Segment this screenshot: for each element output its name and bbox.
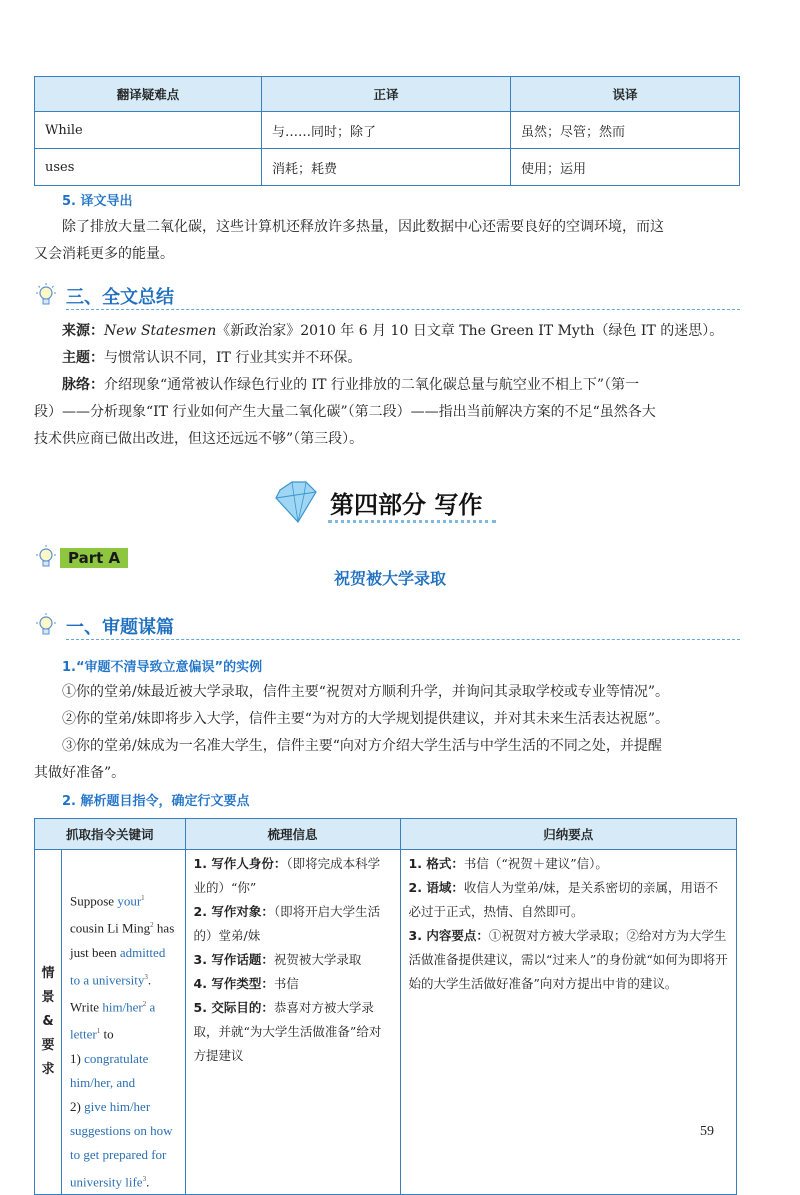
section1-item3-line1: ③你的堂弟/妹成为一名准大学生，信件主要“向对方介绍大学生活与中学生活的不同之处，并提醒 [62, 738, 662, 754]
summary-source: 来源：New Statesmen《新政治家》2010 年 6 月 10 日文章 The Green IT Myth（绿色 IT 的迷思）。 [62, 323, 724, 339]
point-item: 3. 内容要点：①祝贺对方被大学录取；②给对方为大学生活做准备提供建议，需以“过来人”的身份就“如何为即将开始的大学生活做好准备”向对方提出中肯的建议。 [408, 928, 728, 991]
section1-title: 一、审题谋篇 [66, 617, 174, 638]
info-item: 2. 写作对象：（即将开启大学生活的）堂弟/妹 [193, 904, 381, 943]
section1-sub1: 1.“审题不清导致立意偏误”的实例 [62, 660, 263, 675]
section1-item2: ②你的堂弟/妹即将步入大学，信件主要“为对方的大学规划提供建议，并对其未来生活表达祝愿”。 [62, 711, 670, 727]
prompt-cell: Suppose your$^1$ cousin Li Ming$^2$ has just been admitted to a university$^3$. Write him/her$^2$ a letter$^1$ to 1) congratulate him/her, and 2) give him/her suggestions on how to get prepared for university life$^3$. [62, 850, 186, 1195]
point-item: 1. 格式：书信（“祝贺＋建议”信）。 [408, 856, 608, 871]
lightbulb-icon [34, 612, 58, 640]
table1-header: 误译 [511, 77, 740, 112]
table2-header: 归纳要点 [400, 819, 736, 850]
point-item: 2. 语域：收信人为堂弟/妹，是关系密切的亲属，用语不必过于正式，热情、自然即可。 [408, 880, 719, 919]
section1-sub2: 2. 解析题目指令，确定行文要点 [62, 794, 250, 809]
lightbulb-icon [34, 544, 58, 572]
info-item: 4. 写作类型：书信 [193, 976, 299, 991]
part4-underline [328, 520, 496, 523]
section1-item1: ①你的堂弟/妹最近被大学录取，信件主要“祝贺对方顺利升学，并询问其录取学校或专业等情况”。 [62, 684, 670, 700]
part4-title: 第四部分 写作 [330, 491, 483, 519]
summary-context-line1: 脉络：介绍现象“通常被认作绿色行业的 IT 行业排放的二氧化碳总量与航空业不相上下”（第一 [62, 377, 640, 393]
summary-context-line2: 段）——分析现象“IT 行业如何产生大量二氧化碳”（第二段）——指出当前解决方案的不足“虽然各大 [34, 404, 656, 420]
analysis-table [34, 818, 737, 1195]
table-cell: uses [35, 149, 262, 186]
section-5-para-line1: 除了排放大量二氧化碳，这些计算机还释放许多热量，因此数据中心还需要良好的空调环境，而这 [62, 219, 664, 235]
table-cell: 与……同时；除了 [262, 112, 511, 149]
summary-section-bar [34, 282, 740, 310]
summary-title: 三、全文总结 [66, 287, 174, 308]
lightbulb-icon [34, 282, 58, 310]
page-number: 59 [700, 1124, 714, 1139]
info-cell [185, 850, 400, 1195]
info-item: 3. 写作话题：祝贺被大学录取 [193, 952, 362, 967]
table1-header: 正译 [262, 77, 511, 112]
summary-theme: 主题：与惯常认识不同，IT 行业其实并不环保。 [62, 350, 362, 366]
table-row [35, 850, 737, 1195]
points-cell [400, 850, 736, 1195]
section1-bar [34, 612, 740, 640]
table-row [35, 149, 740, 186]
section-5-para-line2: 又会消耗更多的能量。 [34, 246, 174, 262]
table-cell: 虽然；尽管；然而 [511, 112, 740, 149]
table-cell: 消耗；耗费 [262, 149, 511, 186]
table-cell: 使用；运用 [511, 149, 740, 186]
translation-difficulty-table [34, 76, 740, 186]
side-label: 情 景 & 要 求 [35, 850, 62, 1195]
table1-header: 翻译疑难点 [35, 77, 262, 112]
table-cell: While [35, 112, 262, 149]
section1-item3-line2: 其做好准备”。 [34, 765, 126, 781]
table-row [35, 112, 740, 149]
summary-context-line3: 技术供应商已做出改进，但这还远远不够”（第三段）。 [34, 431, 364, 447]
part-a-title: 祝贺被大学录取 [334, 569, 447, 588]
section-5-heading: 5. 译文导出 [62, 194, 133, 209]
table2-header: 梳理信息 [185, 819, 400, 850]
info-item: 5. 交际目的：恭喜对方被大学录取，并就“为大学生活做准备”给对方提建议 [193, 1000, 382, 1063]
table2-header: 抓取指令关键词 [35, 819, 186, 850]
diamond-icon [272, 480, 322, 524]
part-a-badge: Part A [60, 548, 128, 568]
info-item: 1. 写作人身份：（即将完成本科学业的）“你” [193, 856, 381, 895]
